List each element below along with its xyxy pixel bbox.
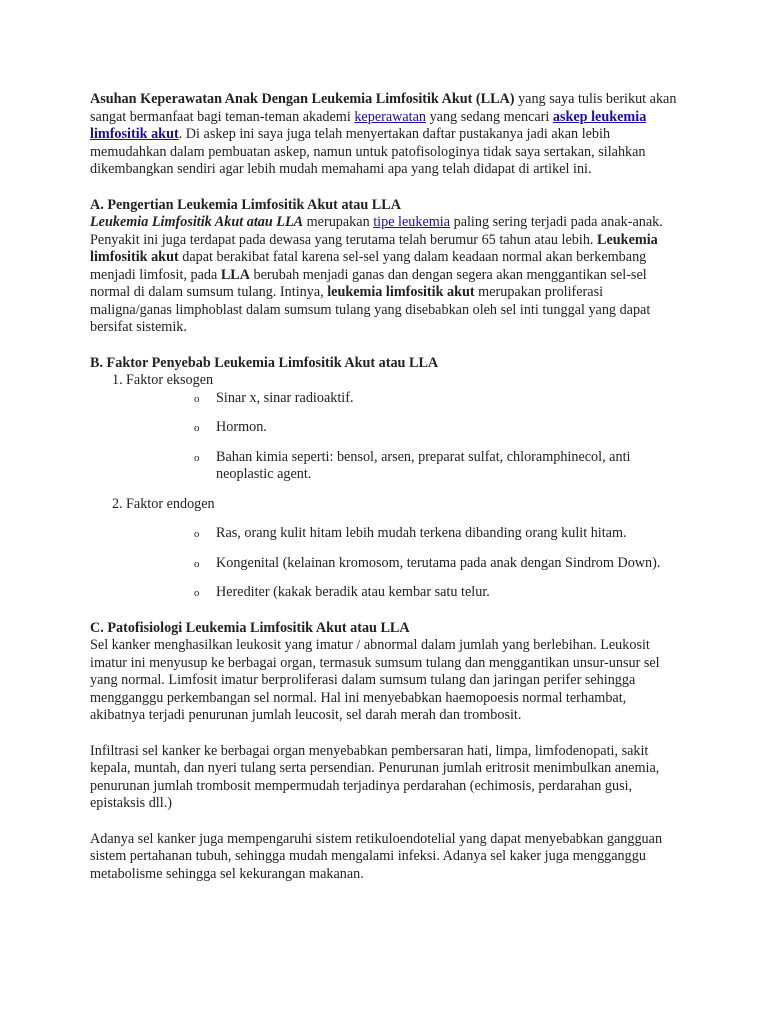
term-lla: Leukemia Limfositik Akut atau LLA — [90, 214, 304, 230]
factor-list — [90, 372, 680, 602]
section-c-paragraph-3: Adanya sel kanker juga mempengaruhi sistem retikuloendotelial yang dapat menyebabkan gangguan sistem pertahanan tubuh, sehingga mudah mengalami infeksi. Adanya sel kaker juga mengganggu metabolisme sehingga sel kekurangan makanan. — [90, 830, 663, 882]
list-item: o Kongenital (kelainan kromosom, terutama pada anak dengan Sindrom Down). — [126, 555, 680, 573]
list-item: o Ras, orang kulit hitam lebih mudah terkena dibanding orang kulit hitam. — [126, 525, 680, 543]
list-item: o Hormon. — [126, 419, 680, 437]
article-title: Asuhan Keperawatan Anak Dengan Leukemia Limfositik Akut (LLA) — [90, 91, 515, 107]
factor-label: Faktor eksogen — [126, 372, 214, 388]
factor-label: Faktor endogen — [126, 495, 215, 512]
section-a-paragraph: Leukemia Limfositik Akut atau LLA merupakan tipe leukemia paling sering terjadi pada anak-anak. Penyakit ini juga terdapat pada dewasa yang terutama telah berumur 65 tahun atau lebih. Leukemia limfositik akut dapat berakibat fatal karena sel-sel yang dalam keadaan normal akan berkembang menjadi limfosit, pada LLA berubah menjadi ganas dan dengan segera akan menggantikan sel-sel normal di dalam sumsum tulang. Intinya, leukemia limfositik akut merupakan proliferasi maligna/ganas limphoblast dalam sumsum tulang yang disebabkan oleh sel inti tunggal yang dapat bersifat sistemik. — [90, 214, 663, 335]
section-c-heading: C. Patofisiologi Leukemia Limfositik Akut atau LLA — [90, 619, 410, 636]
list-item: o Sinar x, sinar radioaktif. — [126, 390, 680, 408]
section-a-heading: A. Pengertian Leukemia Limfositik Akut atau LLA — [90, 196, 401, 213]
link-keperawatan[interactable]: keperawatan — [354, 108, 427, 125]
link-tipe-leukemia[interactable]: tipe leukemia — [373, 214, 451, 230]
factor-item: 2. Faktor endogen o Ras, orang kulit hitam lebih mudah terkena dibanding orang kulit hitam. o Kongenital (kelainan kromosom, terutama pada anak dengan Sindrom Down). o Herediter (kakak beradik atau kembar satu telur. — [90, 496, 680, 602]
section-c-paragraph-2: Infiltrasi sel kanker ke berbagai organ menyebabkan pembersaran hati, limpa, limfodenopati, sakit kepala, muntah, dan nyeri tulang serta persendian. Penurunan jumlah eritrosit menimbulkan anemia, penurunan jumlah trombosit mempermudah terjadinya perdarahan (echimosis, perdarahan gusi, epistaksis dll.) — [90, 742, 660, 811]
bullet-icon: o — [194, 451, 200, 464]
section-b-heading: B. Faktor Penyebab Leukemia Limfositik Akut atau LLA — [90, 354, 439, 371]
article-body — [90, 91, 680, 883]
bullet-icon: o — [194, 528, 200, 540]
link-askep-leukemia[interactable]: askep leukemia limfositik akut — [90, 108, 647, 142]
bullet-icon: o — [194, 587, 200, 599]
bullet-icon: o — [194, 557, 200, 570]
factor-sublist — [126, 390, 680, 484]
list-item: o Bahan kimia seperti: bensol, arsen, preparat sulfat, chloramphinecol, anti neoplastic agent. — [194, 448, 631, 482]
factor-sublist — [126, 525, 680, 602]
bullet-icon: o — [194, 392, 200, 405]
bullet-icon: o — [194, 422, 200, 434]
intro-paragraph: Asuhan Keperawatan Anak Dengan Leukemia Limfositik Akut (LLA) yang saya tulis berikut akan sangat bermanfaat bagi teman-teman akademi keperawatan yang sedang mencari askep leukemia limfositik akut. Di askep ini saya juga telah menyertakan daftar pustakanya jadi akan lebih memudahkan dalam pembuatan askep, namun untuk patofisologinya tidak saya sertakan, silahkan dikembangkan sendiri agar lebih mudah memahami apa yang telah didapat di artikel ini. — [90, 91, 677, 177]
list-item: o Herediter (kakak beradik atau kembar satu telur. — [126, 584, 680, 602]
factor-item: 1. Faktor eksogen o Sinar x, sinar radioaktif. o Hormon. o Bahan kimia seperti: bensol, arsen, preparat sulfat, chloramphinecol, anti neoplastic agent. — [90, 372, 680, 484]
section-c-paragraph-1: Sel kanker menghasilkan leukosit yang imatur / abnormal dalam jumlah yang berlebihan. Leukosit imatur ini menyusup ke berbagai organ, termasuk sumsum tulang dan menggantikan unsur-unsur sel yang normal. Limfosit imatur berproliferasi dalam sumsum tulang dan jaringan perifer sehingga mengganggu perkembangan sel normal. Hal ini menyebabkan haemopoesis normal terhambat, akibatnya terjadi penurunan jumlah leucosit, sel darah merah dan trombosit. — [90, 637, 660, 723]
